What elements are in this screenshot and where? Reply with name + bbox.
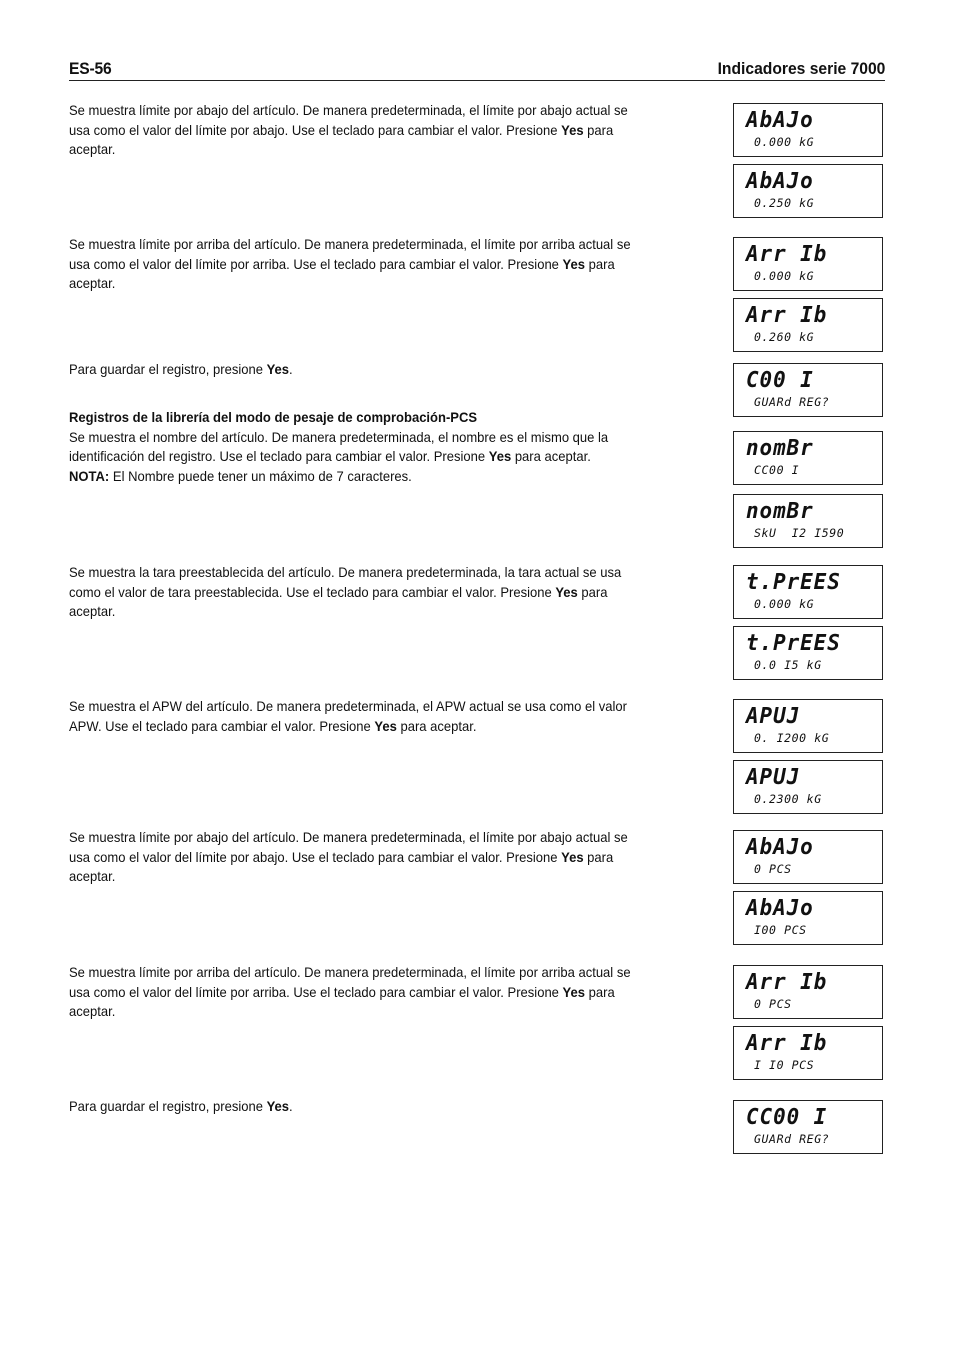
yes-key-label: Yes	[561, 848, 584, 865]
yes-key-label: Yes	[374, 717, 397, 734]
lcd-main-text: t.PrEES	[746, 570, 841, 595]
paragraph-lower-limit-weight: Se muestra límite por abajo del artículo. De manera predeterminada, el límite por abajo actual se usa como el valor del límite por abajo. Use el teclado para cambiar el valor. Presione Yes para aceptar.	[69, 102, 628, 158]
yes-key-label: Yes	[266, 1098, 290, 1114]
yes-key-label: Yes	[266, 361, 290, 377]
lcd-sub-text: 0.000 kG	[754, 135, 815, 149]
lcd-main-text: t.PrEES	[746, 631, 841, 656]
lcd-display	[733, 164, 883, 218]
lcd-main-text: Arr Ib	[746, 1031, 828, 1056]
lcd-sub-text: 0 PCS	[754, 862, 792, 876]
paragraph-save-record-pcs: Para guardar el registro, presione Yes.	[69, 1098, 293, 1114]
lcd-sub-text: 0.2300 kG	[754, 792, 822, 806]
lcd-display	[733, 431, 883, 485]
lcd-display	[733, 1100, 883, 1154]
lcd-display	[733, 298, 883, 352]
yes-key-label: Yes	[555, 583, 578, 600]
lcd-main-text: nomBr	[746, 436, 814, 461]
lcd-display	[733, 965, 883, 1019]
paragraph-preset-tare: Se muestra la tara preestablecida del artículo. De manera predeterminada, la tara actual se usa como el valor de tara preestablecida. Use el teclado para cambiar el valor. Presione Yes para aceptar.	[69, 564, 622, 620]
lcd-main-text: AbAJo	[746, 896, 814, 921]
lcd-sub-text: I00 PCS	[754, 923, 807, 937]
document-title: Indicadores serie 7000	[717, 59, 885, 78]
note-text: El Nombre puede tener un máximo de 7 caracteres.	[109, 468, 412, 485]
lcd-main-text: APUJ	[746, 765, 801, 790]
lcd-sub-text: 0 PCS	[754, 997, 792, 1011]
yes-key-label: Yes	[488, 448, 512, 465]
lcd-sub-text: 0.000 kG	[754, 597, 815, 611]
lcd-sub-text: 0.000 kG	[754, 269, 815, 283]
paragraph-upper-limit-pcs: Se muestra límite por arriba del artículo. De manera predeterminada, el límite por arriba actual se usa como el valor del límite por arriba. Use el teclado para cambiar el valor. Presione Yes para aceptar.	[69, 964, 631, 1020]
lcd-main-text: Arr Ib	[746, 970, 828, 995]
lcd-display	[733, 363, 883, 417]
paragraph-lower-limit-pcs: Se muestra límite por abajo del artículo. De manera predeterminada, el límite por abajo actual se usa como el valor del límite por abajo. Use el teclado para cambiar el valor. Presione Yes para aceptar.	[69, 829, 628, 885]
page-header	[69, 58, 885, 81]
lcd-sub-text: 0.250 kG	[754, 196, 815, 210]
lcd-display	[733, 699, 883, 753]
lcd-display	[733, 830, 883, 884]
lcd-main-text: nomBr	[746, 499, 814, 524]
lcd-sub-text: 0.260 kG	[754, 330, 815, 344]
lcd-display	[733, 103, 883, 157]
note-label: NOTA:	[69, 468, 110, 485]
yes-key-label: Yes	[561, 121, 584, 138]
lcd-display	[733, 237, 883, 291]
lcd-sub-text: GUARd REG?	[754, 1132, 830, 1146]
lcd-display	[733, 565, 883, 619]
page-number: ES-56	[69, 59, 112, 78]
lcd-main-text: APUJ	[746, 704, 801, 729]
lcd-sub-text: 0. I200 kG	[754, 731, 830, 745]
lcd-main-text: Arr Ib	[746, 303, 828, 328]
lcd-main-text: AbAJo	[746, 108, 814, 133]
paragraph-apw: Se muestra el APW del artículo. De manera predeterminada, el APW actual se usa como el valor APW. Use el teclado para cambiar el valor. Presione Yes para aceptar.	[69, 698, 627, 734]
lcd-main-text: CC00 I	[746, 1105, 828, 1130]
lcd-sub-text: SkU I2 I590	[754, 526, 845, 540]
lcd-sub-text: CC00 I	[754, 463, 800, 477]
lcd-display	[733, 760, 883, 814]
paragraph-save-record: Para guardar el registro, presione Yes.	[69, 361, 293, 377]
lcd-main-text: Arr Ib	[746, 242, 828, 267]
yes-key-label: Yes	[562, 255, 586, 272]
lcd-main-text: AbAJo	[746, 169, 814, 194]
section-heading: Registros de la librería del modo de pesaje de comprobación-PCS	[69, 409, 478, 425]
lcd-sub-text: 0.0 I5 kG	[754, 658, 822, 672]
lcd-main-text: AbAJo	[746, 835, 814, 860]
lcd-main-text: C00 I	[746, 368, 814, 393]
paragraph-pcs-name: Registros de la librería del modo de pesaje de comprobación-PCS Se muestra el nombre del artículo. De manera predeterminada, el nombre es el mismo que la identificación del registro. Use el teclado para cambiar el valor. Presione Yes para aceptar. NOTA: El Nombre puede tener un máximo de 7 caracteres.	[69, 409, 609, 485]
lcd-sub-text: I I0 PCS	[754, 1058, 815, 1072]
paragraph-upper-limit-weight: Se muestra límite por arriba del artículo. De manera predeterminada, el límite por arriba actual se usa como el valor del límite por arriba. Use el teclado para cambiar el valor. Presione Yes para aceptar.	[69, 236, 631, 292]
lcd-display	[733, 1026, 883, 1080]
lcd-display	[733, 626, 883, 680]
lcd-sub-text: GUARd REG?	[754, 395, 830, 409]
yes-key-label: Yes	[562, 983, 586, 1000]
lcd-display	[733, 891, 883, 945]
lcd-display	[733, 494, 883, 548]
